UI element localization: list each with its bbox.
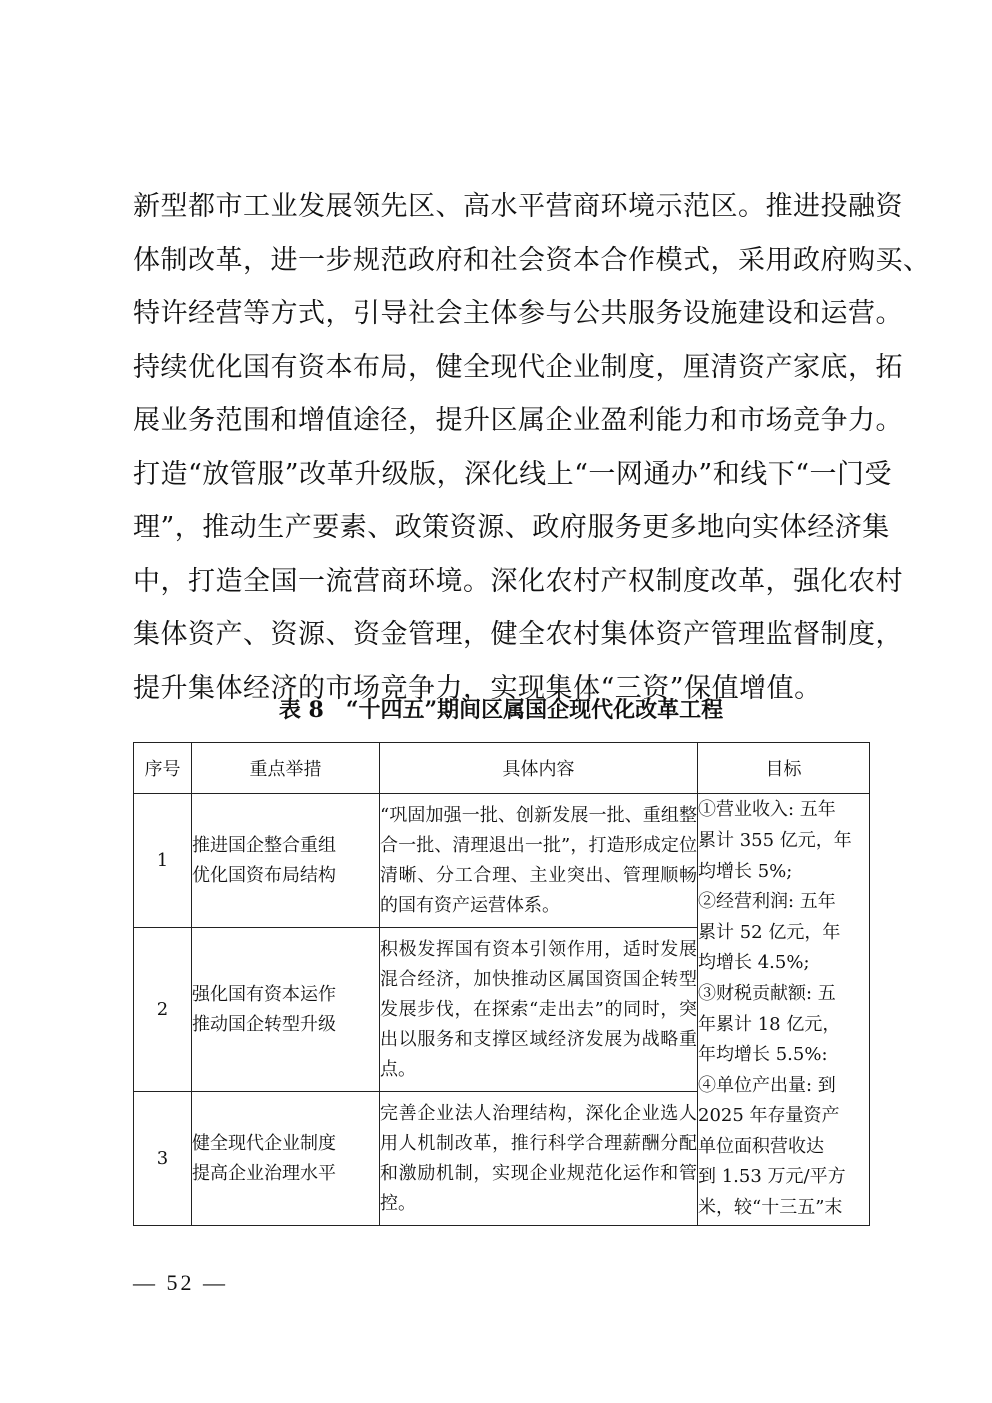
goal-line: ②经营利润: 五年: [698, 891, 836, 913]
header-number: 序号: [134, 743, 192, 794]
goal-line: ③财税贡献额: 五: [698, 982, 836, 1004]
page-number: — 52 —: [133, 1270, 228, 1295]
row-number: 1: [134, 794, 192, 928]
goal-line: 米，较“十三五”末: [698, 1197, 843, 1219]
paragraph-line: 持续优化国有资本布局，健全现代企业制度，厘清资产家底，拓: [133, 351, 903, 383]
header-content: 具体内容: [380, 743, 698, 794]
measure-line: 强化国有资本运作: [192, 983, 336, 1005]
row-number: 3: [134, 1092, 192, 1226]
measure-line: 优化国资布局结构: [192, 864, 336, 886]
row-measure: [192, 928, 380, 1092]
goal-cell: [698, 794, 870, 1226]
paragraph-line: 集体资产、资源、资金管理，健全农村集体资产管理监督制度，: [133, 619, 903, 650]
header-goal: 目标: [698, 743, 870, 794]
row-content: “巩固加强一批、创新发展一批、重组整合一批、清理退出一批”，打造形成定位清晰、分工合理、主业突出、管理顺畅的国有资产运营体系。: [380, 794, 698, 928]
paragraph-line: 新型都市工业发展领先区、高水平营商环境示范区。推进投融资: [133, 191, 903, 222]
goal-line: 累计 355 亿元，年: [698, 829, 852, 851]
paragraph-line: 打造“放管服”改革升级版，深化线上“一网通办”和线下“一门受: [133, 458, 893, 490]
paragraph-line: 特许经营等方式，引导社会主体参与公共服务设施建设和运营。: [133, 298, 903, 329]
body-paragraph: [133, 180, 931, 715]
paragraph-line: 展业务范围和增值途径，提升区属企业盈利能力和市场竞争力。: [133, 405, 903, 436]
paragraph-line: 中，打造全国一流营商环境。深化农村产权制度改革，强化农村: [133, 565, 903, 597]
table-row: [134, 794, 870, 928]
goal-line: ④单位产出量: 到: [698, 1074, 836, 1096]
goal-line: 单位面积营收达: [698, 1135, 824, 1157]
header-measure: 重点举措: [192, 743, 380, 794]
measure-line: 健全现代企业制度: [192, 1132, 336, 1154]
table-title: 表 8 “十四五”期间区属国企现代化改革工程: [278, 697, 724, 723]
table-header-row: [134, 743, 870, 794]
goal-line: 均增长 5%;: [698, 860, 793, 882]
row-content: 积极发挥国有资本引领作用，适时发展混合经济，加快推动区属国资国企转型发展步伐，在探索“走出去”的同时，突出以服务和支撑区域经济发展为战略重点。: [380, 928, 698, 1092]
paragraph-line: 提升集体经济的市场竞争力，实现集体“三资”保值增值。: [133, 672, 822, 704]
row-number: 2: [134, 928, 192, 1092]
goal-line: 到 1.53 万元/平方: [698, 1166, 846, 1188]
goal-line: ①营业收入: 五年: [698, 799, 836, 821]
reform-table: [133, 742, 870, 1226]
row-measure: [192, 794, 380, 928]
row-content: 完善企业法人治理结构，深化企业选人用人机制改革，推行科学合理薪酬分配和激励机制，实现企业规范化运作和管控。: [380, 1092, 698, 1226]
paragraph-line: 理”，推动生产要素、政策资源、政府服务更多地向实体经济集: [133, 512, 890, 543]
paragraph-line: 体制改革，进一步规范政府和社会资本合作模式，采用政府购买、: [133, 244, 931, 276]
row-measure: [192, 1092, 380, 1226]
goal-line: 均增长 4.5%;: [698, 952, 810, 974]
measure-line: 提高企业治理水平: [192, 1162, 336, 1184]
goal-line: 年累计 18 亿元，: [698, 1013, 841, 1035]
measure-line: 推进国企整合重组: [192, 834, 336, 856]
measure-line: 推动国企转型升级: [192, 1013, 336, 1035]
goal-line: 年均增长 5.5%:: [698, 1044, 828, 1066]
goal-line: 累计 52 亿元，年: [698, 921, 841, 943]
goal-line: 2025 年存量资产: [698, 1105, 840, 1127]
